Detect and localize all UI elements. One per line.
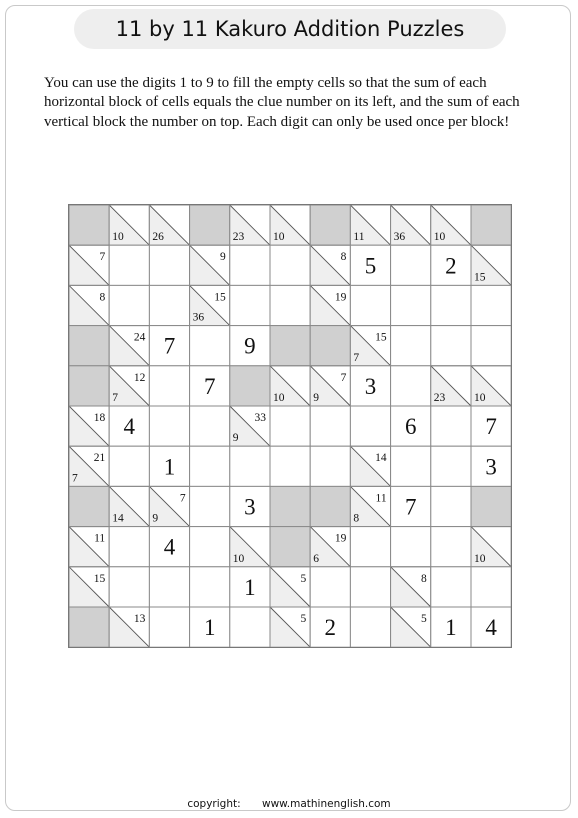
across-clue-number: 15 (93, 572, 106, 585)
block-cell (310, 326, 350, 366)
footer (0, 798, 578, 810)
block-cell (69, 326, 109, 366)
down-clue-number: 36 (393, 231, 406, 244)
given-digit-cell[interactable] (471, 406, 511, 446)
clue-cell (230, 527, 270, 567)
empty-answer-cell[interactable] (149, 245, 189, 285)
given-digit-cell[interactable] (190, 607, 230, 647)
block-cell (230, 366, 270, 406)
empty-answer-cell[interactable] (230, 607, 270, 647)
across-clue-number: 14 (375, 452, 387, 465)
empty-answer-cell[interactable] (391, 446, 431, 486)
down-clue-number: 7 (353, 351, 360, 364)
down-clue-number: 9 (232, 432, 239, 445)
clue-cell (109, 326, 149, 366)
clue-cell (69, 567, 109, 607)
clue-cell (270, 567, 310, 607)
clue-cell (431, 205, 471, 245)
down-clue-number: 8 (353, 512, 360, 525)
across-clue-number: 8 (340, 251, 347, 264)
empty-answer-cell[interactable] (270, 446, 310, 486)
given-digit: 4 (163, 534, 176, 560)
across-clue-number: 11 (94, 532, 106, 545)
empty-answer-cell[interactable] (149, 607, 189, 647)
given-digit: 1 (203, 615, 216, 641)
empty-answer-cell[interactable] (109, 527, 149, 567)
empty-answer-cell[interactable] (471, 326, 511, 366)
empty-answer-cell[interactable] (350, 285, 390, 325)
across-clue-number: 5 (300, 572, 307, 585)
down-clue-number: 10 (232, 552, 245, 565)
empty-answer-cell[interactable] (391, 285, 431, 325)
empty-answer-cell[interactable] (350, 527, 390, 567)
empty-answer-cell[interactable] (310, 567, 350, 607)
clue-cell (109, 205, 149, 245)
instructions-text: You can use the digits 1 to 9 to fill the empty cells so that the sum of each horizontal block of cells equals the clue number on its left, and the sum of each vertical block the number on top. Each digit can only be used once per block! (44, 75, 520, 130)
clue-cell (270, 205, 310, 245)
empty-answer-cell[interactable] (270, 245, 310, 285)
empty-answer-cell[interactable] (149, 567, 189, 607)
given-digit: 1 (244, 574, 256, 600)
clue-cell (350, 446, 390, 486)
empty-answer-cell[interactable] (350, 406, 390, 446)
clue-cell (69, 527, 109, 567)
across-clue-number: 21 (93, 452, 106, 465)
empty-answer-cell[interactable] (109, 567, 149, 607)
empty-answer-cell[interactable] (391, 527, 431, 567)
given-digit-cell[interactable] (230, 486, 270, 526)
copyright-label: copyright: (187, 798, 241, 810)
clue-cell (109, 486, 149, 526)
down-clue-number: 9 (313, 392, 319, 404)
empty-answer-cell[interactable] (230, 446, 270, 486)
clue-cell (350, 326, 390, 366)
down-clue-number: 15 (474, 271, 486, 284)
empty-answer-cell[interactable] (230, 245, 270, 285)
empty-answer-cell[interactable] (270, 285, 310, 325)
given-digit: 3 (364, 373, 377, 399)
down-clue-number: 10 (112, 231, 124, 244)
down-clue-number: 11 (353, 231, 365, 244)
empty-answer-cell[interactable] (431, 486, 471, 526)
block-cell (69, 486, 109, 526)
clue-cell (471, 527, 511, 567)
down-clue-number: 26 (152, 231, 164, 244)
across-clue-number: 18 (93, 412, 106, 424)
down-clue-number: 23 (433, 392, 446, 404)
given-digit-cell[interactable] (149, 527, 189, 567)
clue-cell (230, 406, 270, 446)
empty-answer-cell[interactable] (431, 326, 471, 366)
empty-answer-cell[interactable] (391, 366, 431, 406)
across-clue-number: 9 (220, 251, 226, 264)
across-clue-number: 7 (179, 492, 186, 505)
clue-cell (471, 245, 511, 285)
given-digit-cell[interactable] (350, 366, 390, 406)
given-digit-cell[interactable] (471, 446, 511, 486)
given-digit: 7 (163, 333, 176, 359)
across-clue-number: 5 (300, 613, 307, 625)
down-clue-number: 7 (72, 472, 78, 485)
empty-answer-cell[interactable] (471, 567, 511, 607)
empty-answer-cell[interactable] (109, 446, 149, 486)
block-cell (270, 486, 310, 526)
down-clue-number: 10 (273, 392, 285, 404)
down-clue-number: 10 (433, 231, 446, 244)
block-cell (190, 205, 230, 245)
given-digit-cell[interactable] (149, 326, 189, 366)
block-cell (270, 527, 310, 567)
empty-answer-cell[interactable] (391, 245, 431, 285)
across-clue-number: 8 (421, 572, 427, 585)
clue-cell (391, 205, 431, 245)
across-clue-number: 8 (99, 291, 106, 304)
clue-cell (471, 366, 511, 406)
given-digit: 7 (404, 494, 417, 520)
given-digit-cell[interactable] (230, 326, 270, 366)
given-digit: 9 (244, 333, 256, 359)
clue-cell (350, 486, 390, 526)
down-clue-number: 14 (112, 512, 124, 525)
empty-answer-cell[interactable] (431, 446, 471, 486)
across-clue-number: 24 (133, 331, 146, 344)
clue-cell (69, 406, 109, 446)
clue-cell (350, 205, 390, 245)
empty-answer-cell[interactable] (149, 366, 189, 406)
down-clue-number: 10 (273, 231, 285, 244)
given-digit: 1 (445, 615, 457, 641)
empty-answer-cell[interactable] (190, 406, 230, 446)
across-clue-number: 15 (214, 291, 226, 304)
clue-cell (270, 366, 310, 406)
copyright-site: www.mathinenglish.com (261, 798, 391, 810)
across-clue-number: 12 (133, 371, 146, 384)
empty-answer-cell[interactable] (190, 446, 230, 486)
given-digit: 5 (364, 253, 377, 279)
clue-cell (391, 607, 431, 647)
empty-answer-cell[interactable] (471, 285, 511, 325)
clue-cell (391, 567, 431, 607)
given-digit-cell[interactable] (190, 366, 230, 406)
empty-answer-cell[interactable] (391, 326, 431, 366)
given-digit: 4 (485, 615, 497, 641)
given-digit-cell[interactable] (391, 406, 431, 446)
down-clue-number: 7 (112, 392, 118, 404)
given-digit: 2 (324, 615, 337, 641)
page-title (74, 9, 506, 49)
given-digit: 7 (485, 414, 497, 440)
given-digit-cell[interactable] (431, 607, 471, 647)
empty-answer-cell[interactable] (109, 245, 149, 285)
given-digit-cell[interactable] (391, 486, 431, 526)
across-clue-number: 7 (99, 251, 106, 264)
kakuro-grid-svg (69, 205, 511, 647)
clue-cell (310, 366, 350, 406)
block-cell (310, 205, 350, 245)
given-digit-cell[interactable] (149, 446, 189, 486)
given-digit: 3 (485, 454, 497, 480)
given-digit: 4 (123, 414, 136, 440)
down-clue-number: 10 (474, 552, 486, 565)
given-digit: 1 (163, 454, 176, 480)
given-digit-cell[interactable] (471, 607, 511, 647)
given-digit-cell[interactable] (310, 607, 350, 647)
empty-answer-cell[interactable] (270, 406, 310, 446)
clue-cell (149, 205, 189, 245)
given-digit-cell[interactable] (350, 245, 390, 285)
empty-answer-cell[interactable] (431, 285, 471, 325)
empty-answer-cell[interactable] (190, 326, 230, 366)
clue-cell (149, 486, 189, 526)
kakuro-grid (68, 204, 512, 648)
given-digit-cell[interactable] (431, 245, 471, 285)
given-digit: 7 (203, 373, 216, 399)
across-clue-number: 33 (254, 412, 266, 424)
across-clue-number: 13 (133, 613, 146, 625)
empty-answer-cell[interactable] (190, 567, 230, 607)
clue-cell (310, 285, 350, 325)
block-cell (471, 486, 511, 526)
clue-cell (190, 285, 230, 325)
given-digit: 2 (445, 253, 457, 279)
block-cell (270, 326, 310, 366)
down-clue-number: 10 (474, 392, 486, 404)
empty-answer-cell[interactable] (350, 607, 390, 647)
given-digit-cell[interactable] (109, 406, 149, 446)
empty-answer-cell[interactable] (350, 567, 390, 607)
clue-cell (310, 527, 350, 567)
down-clue-number: 6 (313, 552, 319, 565)
clue-cell (310, 245, 350, 285)
clue-cell (109, 366, 149, 406)
across-clue-number: 5 (421, 613, 427, 625)
empty-answer-cell[interactable] (149, 285, 189, 325)
empty-answer-cell[interactable] (149, 406, 189, 446)
clue-cell (431, 366, 471, 406)
given-digit-cell[interactable] (230, 567, 270, 607)
empty-answer-cell[interactable] (310, 446, 350, 486)
down-clue-number: 9 (152, 512, 159, 525)
clue-cell (69, 446, 109, 486)
block-cell (69, 607, 109, 647)
block-cell (310, 486, 350, 526)
clue-cell (69, 285, 109, 325)
page-title-text: 11 by 11 Kakuro Addition Puzzles (115, 17, 465, 41)
down-clue-number: 23 (232, 231, 245, 244)
clue-cell (69, 245, 109, 285)
across-clue-number: 19 (334, 532, 347, 545)
given-digit: 3 (244, 494, 256, 520)
clue-cell (270, 607, 310, 647)
empty-answer-cell[interactable] (310, 406, 350, 446)
across-clue-number: 19 (334, 291, 347, 304)
clue-cell (109, 607, 149, 647)
block-cell (69, 205, 109, 245)
empty-answer-cell[interactable] (190, 486, 230, 526)
empty-answer-cell[interactable] (230, 285, 270, 325)
block-cell (69, 366, 109, 406)
empty-answer-cell[interactable] (431, 567, 471, 607)
block-cell (471, 205, 511, 245)
across-clue-number: 15 (375, 331, 387, 344)
empty-answer-cell[interactable] (431, 527, 471, 567)
empty-answer-cell[interactable] (190, 527, 230, 567)
clue-cell (230, 205, 270, 245)
down-clue-number: 36 (192, 311, 205, 324)
clue-cell (190, 245, 230, 285)
across-clue-number: 7 (340, 371, 347, 384)
empty-answer-cell[interactable] (431, 406, 471, 446)
across-clue-number: 11 (375, 492, 387, 505)
given-digit: 6 (404, 414, 417, 440)
empty-answer-cell[interactable] (109, 285, 149, 325)
